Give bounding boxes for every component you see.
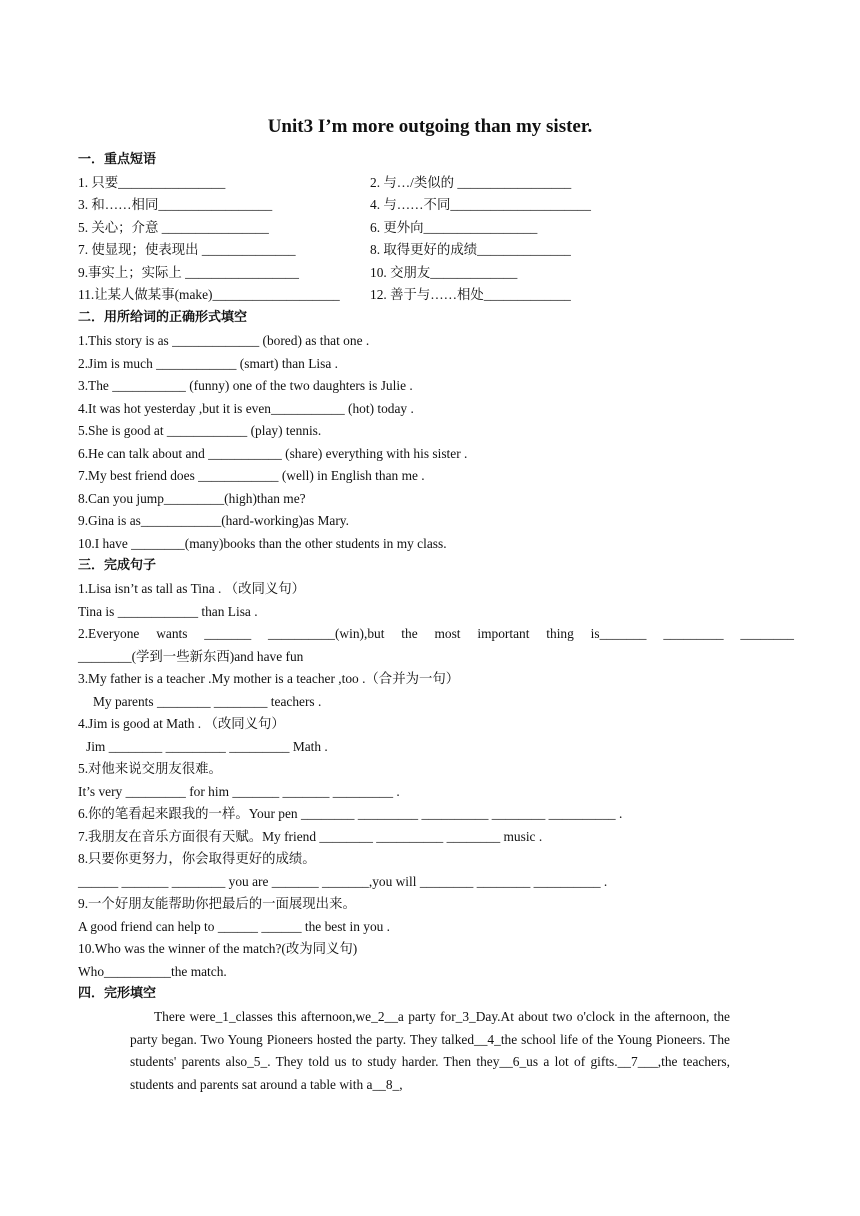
fill-item: 5.She is good at ____________ (play) tennis. bbox=[78, 423, 322, 438]
sentence-item: 7.我朋友在音乐方面很有天赋。My friend ________ __________ ________ music . bbox=[78, 829, 543, 844]
phrase-item: 10. 交朋友_____________ bbox=[370, 265, 518, 280]
fill-item: 10.I have ________(many)books than the other students in my class. bbox=[78, 536, 447, 551]
sentence-item: 6.你的笔看起来跟我的一样。Your pen ________ _________ __________ ________ __________ . bbox=[78, 806, 623, 821]
phrase-item: 4. 与……不同_____________________ bbox=[370, 197, 591, 212]
phrase-item: 8. 取得更好的成绩______________ bbox=[370, 242, 571, 257]
sentence-answer: My parents ________ ________ teachers . bbox=[93, 694, 322, 709]
fill-item: 1.This story is as _____________ (bored) as that one . bbox=[78, 333, 370, 348]
sentence-item: 3.My father is a teacher .My mother is a teacher ,too .（合并为一句） bbox=[78, 671, 460, 686]
page-title: Unit3 I’m more outgoing than my sister. bbox=[267, 116, 593, 137]
phrase-item: 9.事实上；实际上 _________________ bbox=[78, 265, 299, 280]
phrase-item: 6. 更外向_________________ bbox=[370, 220, 538, 235]
cloze-passage: There were_1_classes this afternoon,we_2__a party for_3_Day.At about two o'clock in the afternoon, the party began. Two Young Pioneers hosted the party. They talked__4_the school life of the Young Pioneers. The students' parents also_5_. They told us to study harder. Then they__6_us a lot of gifts.__7___,the teachers, students and parents sat around a table with a__8_, bbox=[130, 1009, 730, 1092]
sentence-answer: ________(学到一些新东西)and have fun bbox=[78, 649, 304, 664]
section-heading-word-forms: 二．用所给词的正确形式填空 bbox=[78, 310, 248, 325]
sentence-answer: Jim ________ _________ _________ Math . bbox=[86, 739, 328, 754]
sentence-item: 5.对他来说交朋友很难。 bbox=[78, 761, 222, 776]
fill-item: 3.The ___________ (funny) one of the two daughters is Julie . bbox=[78, 378, 413, 393]
fill-item: 6.He can talk about and ___________ (share) everything with his sister . bbox=[78, 446, 468, 461]
section-heading-cloze: 四．完形填空 bbox=[78, 986, 157, 1001]
fill-item: 8.Can you jump_________(high)than me? bbox=[78, 491, 306, 506]
sentence-item: 4.Jim is good at Math . （改同义句） bbox=[78, 716, 285, 731]
sentence-item: 2.Everyone wants _______ __________(win),but the most important thing is_______ _________ ________ bbox=[78, 626, 794, 641]
phrase-item: 5. 关心；介意 ________________ bbox=[78, 220, 269, 235]
fill-item: 9.Gina is as____________(hard-working)as Mary. bbox=[78, 513, 349, 528]
section-heading-complete-sentences: 三．完成句子 bbox=[78, 558, 157, 573]
sentence-item: 10.Who was the winner of the match?(改为同义句) bbox=[78, 941, 358, 956]
sentence-item: 9.一个好朋友能帮助你把最后的一面展现出来。 bbox=[78, 896, 356, 911]
fill-item: 2.Jim is much ____________ (smart) than Lisa . bbox=[78, 356, 338, 371]
phrase-item: 12. 善于与……相处_____________ bbox=[370, 287, 571, 302]
phrase-item: 7. 使显现；使表现出 ______________ bbox=[78, 242, 296, 257]
phrase-item: 1. 只要________________ bbox=[78, 175, 226, 190]
section-heading-phrases: 一．重点短语 bbox=[78, 152, 157, 167]
fill-item: 4.It was hot yesterday ,but it is even___________ (hot) today . bbox=[78, 401, 414, 416]
phrase-item: 11.让某人做某事(make)___________________ bbox=[78, 287, 340, 302]
phrase-item: 3. 和……相同_________________ bbox=[78, 197, 273, 212]
sentence-item: 1.Lisa isn’t as tall as Tina . （改同义句） bbox=[78, 581, 306, 596]
sentence-item: 8.只要你更努力，你会取得更好的成绩。 bbox=[78, 851, 316, 866]
fill-item: 7.My best friend does ____________ (well) in English than me . bbox=[78, 468, 425, 483]
sentence-answer: Tina is ____________ than Lisa . bbox=[78, 604, 258, 619]
sentence-answer: Who__________the match. bbox=[78, 964, 227, 979]
phrase-item: 2. 与…/类似的 _________________ bbox=[370, 175, 572, 190]
sentence-answer: A good friend can help to ______ ______ the best in you . bbox=[78, 919, 391, 934]
sentence-answer: ______ _______ ________ you are _______ _______,you will ________ ________ __________ . bbox=[78, 874, 608, 889]
sentence-answer: It’s very _________ for him _______ _______ _________ . bbox=[78, 784, 400, 799]
